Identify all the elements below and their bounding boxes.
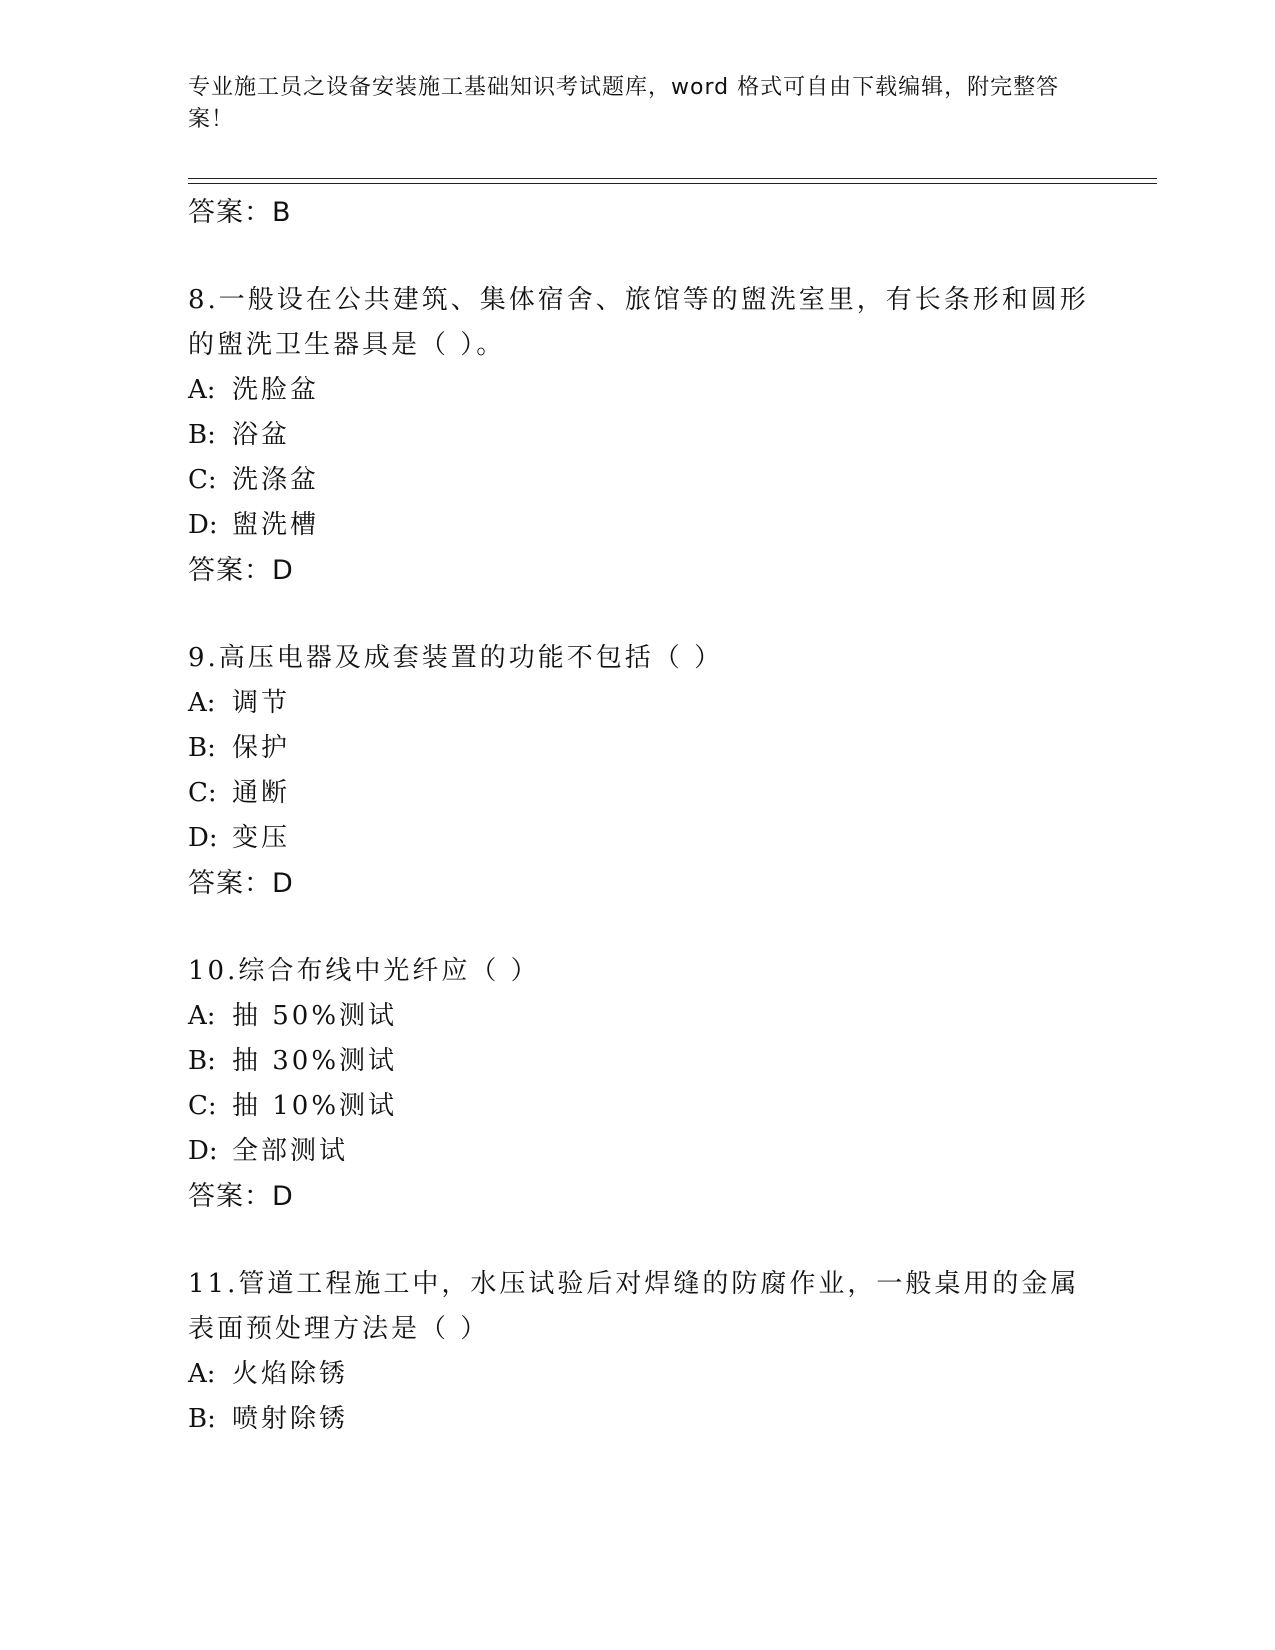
question-block — [188, 636, 1108, 906]
question-text: 8.一般设在公共建筑、集体宿舍、旅馆等的盥洗室里，有长条形和圆形的盥洗卫生器具是（ ）。 — [188, 285, 1089, 360]
option-d — [188, 503, 1108, 548]
option-key: C: — [188, 465, 217, 495]
question-block — [188, 949, 1108, 1219]
question-text: 11.管道工程施工中，水压试验后对焊缝的防腐作业，一般桌用的金属表面预处理方法是（ ） — [188, 1269, 1080, 1344]
option-d — [188, 1129, 1108, 1174]
answer-line: 答案：B — [188, 197, 292, 228]
option-key: A: — [188, 375, 216, 405]
option-text: 变压 — [232, 823, 291, 853]
option-key: C: — [188, 1091, 217, 1121]
option-text: 通断 — [232, 778, 291, 808]
option-text: 保护 — [232, 733, 291, 763]
answer-line: 答案：D — [188, 555, 294, 586]
option-text: 抽 10%测试 — [232, 1091, 398, 1121]
option-key: A: — [188, 1359, 216, 1389]
option-key: B: — [188, 733, 216, 763]
option-text: 抽 50%测试 — [232, 1001, 398, 1031]
option-c — [188, 458, 1108, 503]
question-block — [188, 278, 1108, 593]
question-text: 10.综合布线中光纤应（ ） — [188, 956, 540, 986]
option-text: 调节 — [232, 688, 291, 718]
option-a — [188, 681, 1108, 726]
option-key: C: — [188, 778, 217, 808]
option-text: 抽 30%测试 — [232, 1046, 398, 1076]
option-b — [188, 1397, 1108, 1442]
answer-line: 答案：D — [188, 868, 294, 899]
option-key: B: — [188, 420, 216, 450]
document-header: 专业施工员之设备安装施工基础知识考试题库，word 格式可自由下载编辑，附完整答案！ — [188, 75, 1060, 132]
option-key: B: — [188, 1046, 216, 1076]
option-text: 洗涤盆 — [232, 465, 320, 495]
option-c — [188, 771, 1108, 816]
option-text: 洗脸盆 — [232, 375, 320, 405]
option-key: D: — [188, 1136, 218, 1166]
option-key: D: — [188, 823, 218, 853]
option-a — [188, 994, 1108, 1039]
question-list — [188, 190, 1108, 1442]
question-text: 9.高压电器及成套装置的功能不包括（ ） — [188, 643, 724, 673]
question-block — [188, 1262, 1108, 1442]
option-a — [188, 368, 1108, 413]
option-b — [188, 1039, 1108, 1084]
answer-line: 答案：D — [188, 1181, 294, 1212]
option-key: D: — [188, 510, 218, 540]
option-d — [188, 816, 1108, 861]
option-text: 火焰除锈 — [232, 1359, 349, 1389]
option-key: B: — [188, 1404, 216, 1434]
option-text: 盥洗槽 — [232, 510, 320, 540]
option-b — [188, 413, 1108, 458]
header-divider — [188, 178, 1157, 184]
option-c — [188, 1084, 1108, 1129]
option-key: A: — [188, 1001, 216, 1031]
option-text: 全部测试 — [232, 1136, 349, 1166]
option-a — [188, 1352, 1108, 1397]
option-b — [188, 726, 1108, 771]
option-key: A: — [188, 688, 216, 718]
option-text: 浴盆 — [232, 420, 291, 450]
option-text: 喷射除锈 — [232, 1404, 349, 1434]
